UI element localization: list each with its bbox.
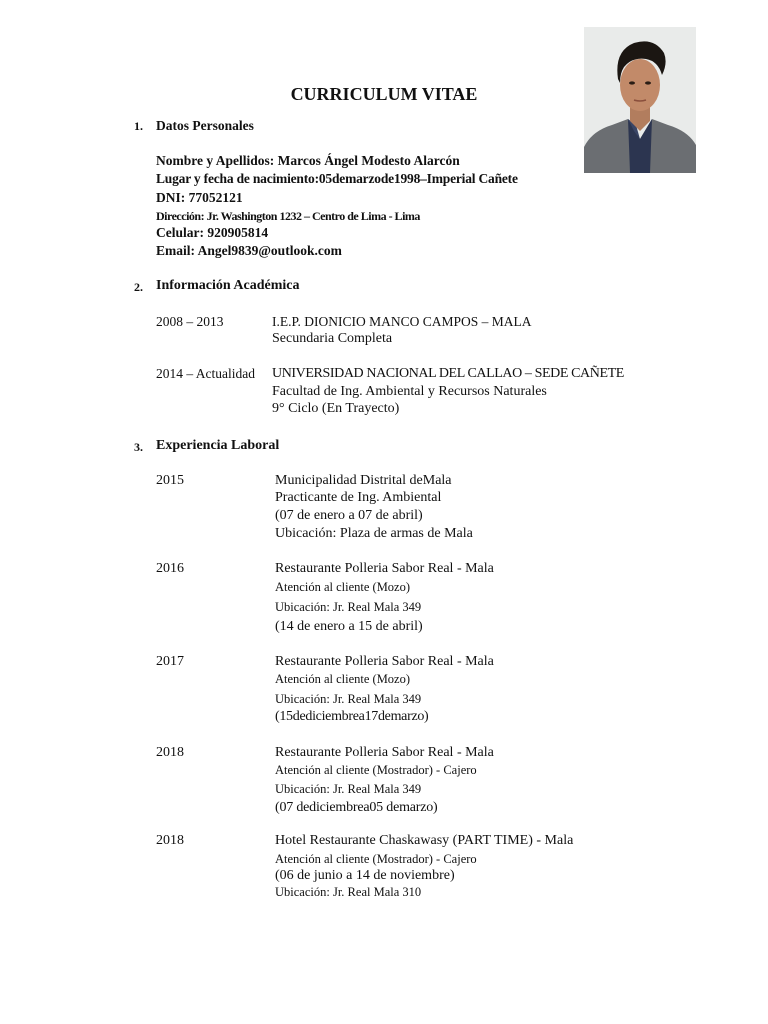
job-year: 2017 [156, 654, 184, 669]
personal-dni: DNI: 77052121 [156, 190, 243, 205]
job-line: Atención al cliente (Mozo) [275, 672, 411, 686]
job-line: (14 de enero a 15 de abril) [275, 619, 423, 634]
job-year: 2018 [156, 745, 184, 760]
job-line: (06 de junio a 14 de noviembre) [275, 868, 455, 883]
document-title: CURRICULUM VITAE [290, 84, 478, 104]
personal-email: Email: Angel9839@outlook.com [156, 243, 342, 258]
section-title-work: Experiencia Laboral [156, 438, 280, 453]
job-line: Ubicación: Jr. Real Mala 349 [275, 600, 422, 614]
education-years: 2014 – Actualidad [156, 366, 255, 381]
section-title-academic: Información Académica [156, 278, 300, 293]
job-line: Atención al cliente (Mostrador) - Cajero [275, 852, 477, 866]
education-line: Facultad de Ing. Ambiental y Recursos Naturales [272, 384, 547, 399]
job-line: Practicante de Ing. Ambiental [275, 490, 442, 505]
job-line: Ubicación: Plaza de armas de Mala [275, 526, 473, 541]
job-line: Ubicación: Jr. Real Mala 310 [275, 885, 422, 899]
personal-birth: Lugar y fecha de nacimiento:05demarzode1998–Imperial Cañete [156, 171, 518, 186]
job-line: Municipalidad Distrital deMala [275, 473, 452, 488]
section-number: 2. [134, 280, 143, 294]
job-year: 2015 [156, 473, 184, 488]
job-line: Ubicación: Jr. Real Mala 349 [275, 692, 422, 706]
job-line: (15dediciembrea17demarzo) [275, 709, 429, 724]
personal-phone: Celular: 920905814 [156, 225, 269, 240]
section-number: 3. [134, 440, 143, 454]
job-line: (07 dediciembrea05 demarzo) [275, 800, 438, 815]
job-line: Restaurante Polleria Sabor Real - Mala [275, 561, 494, 576]
job-line: Restaurante Polleria Sabor Real - Mala [275, 654, 494, 669]
personal-name: Nombre y Apellidos: Marcos Ángel Modesto Alarcón [156, 153, 460, 168]
personal-address: Dirección: Jr. Washington 1232 – Centro de Lima - Lima [156, 209, 420, 223]
job-year: 2016 [156, 561, 184, 576]
job-line: Atención al cliente (Mozo) [275, 580, 411, 594]
education-line: UNIVERSIDAD NACIONAL DEL CALLAO – SEDE CAÑETE [272, 366, 624, 381]
section-title-personal: Datos Personales [156, 118, 254, 133]
job-line: (07 de enero a 07 de abril) [275, 508, 423, 523]
job-year: 2018 [156, 833, 184, 848]
job-line: Hotel Restaurante Chaskawasy (PART TIME) - Mala [275, 833, 574, 848]
education-line: Secundaria Completa [272, 331, 393, 346]
job-line: Ubicación: Jr. Real Mala 349 [275, 782, 422, 796]
section-number: 1. [134, 119, 143, 133]
job-line: Restaurante Polleria Sabor Real - Mala [275, 745, 494, 760]
education-line: 9° Ciclo (En Trayecto) [272, 401, 400, 416]
education-line: I.E.P. DIONICIO MANCO CAMPOS – MALA [272, 314, 532, 329]
job-line: Atención al cliente (Mostrador) - Cajero [275, 763, 477, 777]
education-years: 2008 – 2013 [156, 314, 224, 329]
